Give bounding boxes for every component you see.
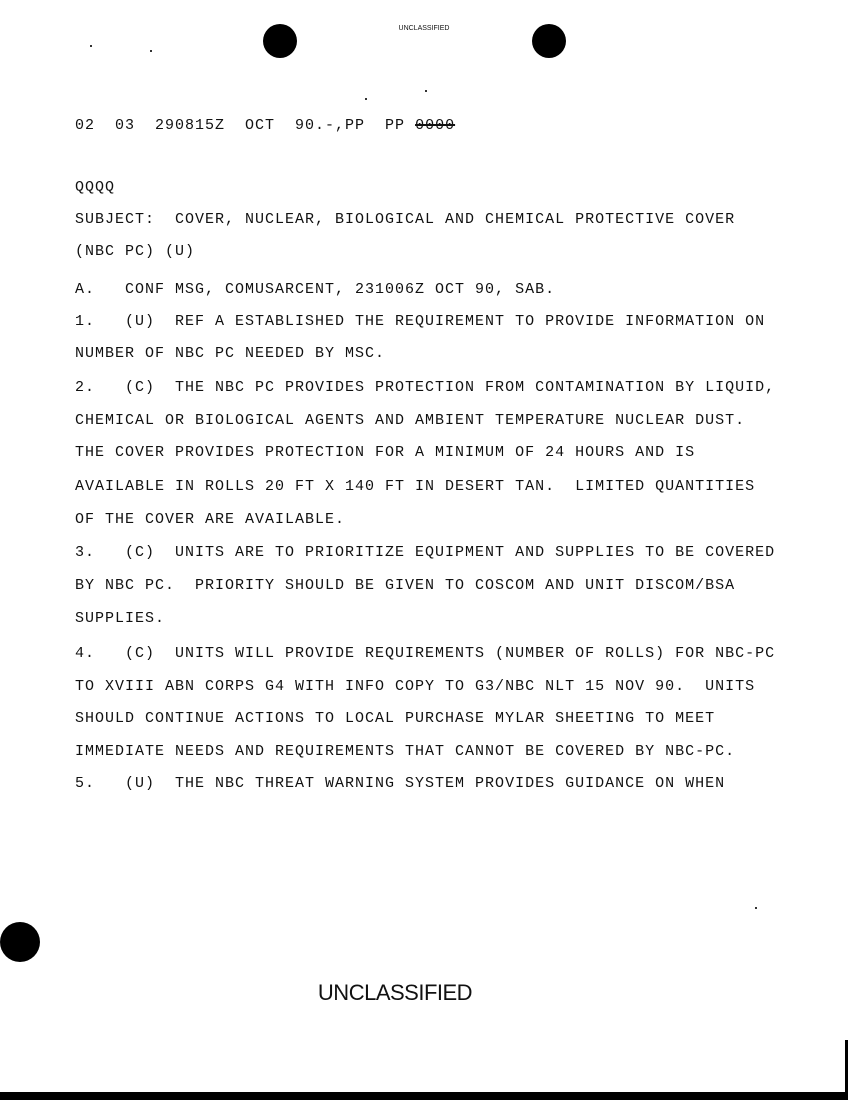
body-line: 3. (C) UNITS ARE TO PRIORITIZE EQUIPMENT AND SUPPLIES TO BE COVERED [75, 544, 776, 561]
dtg-text: 02 03 290815Z OCT 90.-,PP PP [75, 117, 416, 134]
body-line: OF THE COVER ARE AVAILABLE. [75, 511, 346, 528]
classification-footer: UNCLASSIFIED [317, 980, 473, 1005]
body-line: SHOULD CONTINUE ACTIONS TO LOCAL PURCHASE MYLAR SHEETING TO MEET [75, 710, 716, 727]
body-line: 1. (U) REF A ESTABLISHED THE REQUIREMENT TO PROVIDE INFORMATION ON [75, 313, 766, 330]
body-line: 2. (C) THE NBC PC PROVIDES PROTECTION FROM CONTAMINATION BY LIQUID, [75, 379, 776, 396]
body-line: CHEMICAL OR BIOLOGICAL AGENTS AND AMBIENT TEMPERATURE NUCLEAR DUST. [75, 412, 746, 429]
body-line: A. CONF MSG, COMUSARCENT, 231006Z OCT 90, SAB. [75, 281, 556, 298]
subject-line-2: (NBC PC) (U) [75, 243, 196, 260]
struck-text: 0000 [415, 117, 456, 134]
body-line: TO XVIII ABN CORPS G4 WITH INFO COPY TO G3/NBC NLT 15 NOV 90. UNITS [75, 678, 756, 695]
punch-hole [0, 922, 40, 962]
subject-line: SUBJECT: COVER, NUCLEAR, BIOLOGICAL AND CHEMICAL PROTECTIVE COVER [75, 211, 736, 228]
punch-hole [263, 24, 297, 58]
punch-hole [532, 24, 566, 58]
routing-indicator: QQQQ [75, 179, 116, 196]
body-line: IMMEDIATE NEEDS AND REQUIREMENTS THAT CANNOT BE COVERED BY NBC-PC. [75, 743, 736, 760]
body-line: THE COVER PROVIDES PROTECTION FOR A MINIMUM OF 24 HOURS AND IS [75, 444, 696, 461]
body-line: BY NBC PC. PRIORITY SHOULD BE GIVEN TO COSCOM AND UNIT DISCOM/BSA [75, 577, 736, 594]
body-line: 4. (C) UNITS WILL PROVIDE REQUIREMENTS (NUMBER OF ROLLS) FOR NBC-PC [75, 645, 776, 662]
body-line: SUPPLIES. [75, 610, 166, 627]
body-line: AVAILABLE IN ROLLS 20 FT X 140 FT IN DESERT TAN. LIMITED QUANTITIES [75, 478, 756, 495]
classification-header: UNCLASSIFIED [398, 25, 450, 32]
scan-edge-bottom [0, 1092, 848, 1100]
dtg-line [75, 117, 455, 135]
body-line: 5. (U) THE NBC THREAT WARNING SYSTEM PROVIDES GUIDANCE ON WHEN [75, 775, 726, 792]
body-line: NUMBER OF NBC PC NEEDED BY MSC. [75, 345, 386, 362]
